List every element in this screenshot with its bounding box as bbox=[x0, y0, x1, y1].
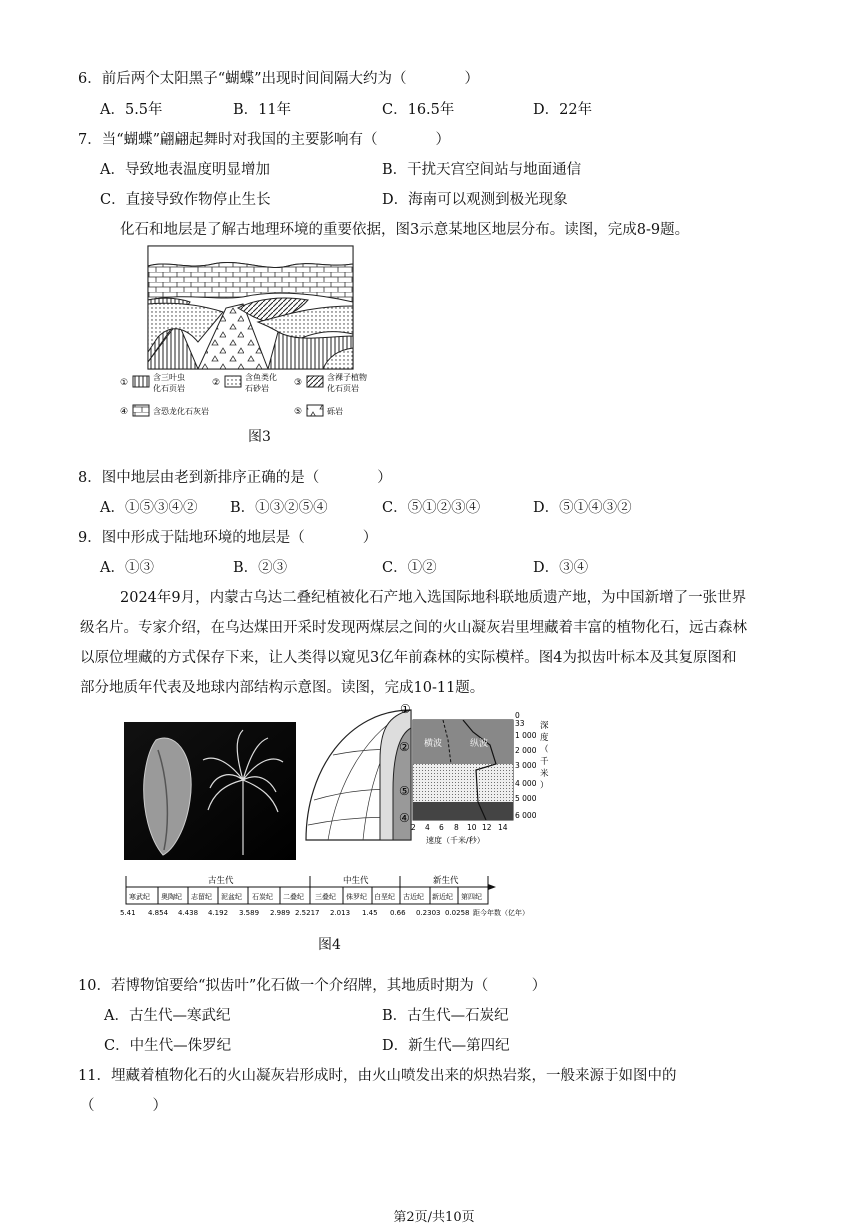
legend-4-num: ④ bbox=[120, 407, 129, 417]
depth-tick-3: 2 000 bbox=[515, 746, 537, 755]
figure-4-caption: 图4 bbox=[318, 937, 341, 953]
depth-label-char-5: 米 bbox=[540, 769, 549, 779]
q10-option-c: C．中生代—侏罗纪 bbox=[104, 1038, 232, 1054]
intro-paragraph-2-line-3: 以原位埋藏的方式保存下来，让人类得以窥见3亿年前森林的实际模样。图4为拟齿叶标本及其复原图和 bbox=[80, 650, 737, 666]
speed-axis-label: 速度（千米/秒） bbox=[426, 836, 485, 845]
q9-stem: 9．图中形成于陆地环境的地层是（ ） bbox=[78, 530, 378, 546]
q9-option-c: C．①② bbox=[382, 560, 437, 576]
q9-option-a: A．①③ bbox=[100, 560, 154, 576]
speed-tick-8: 8 bbox=[454, 823, 459, 832]
period-jurassic: 侏罗纪 bbox=[346, 893, 367, 901]
depth-tick-4: 3 000 bbox=[515, 761, 537, 770]
legend-1-text1: 含三叶虫 bbox=[153, 373, 185, 382]
legend-5-text1: 砾岩 bbox=[327, 407, 343, 416]
figure-3-strata-diagram bbox=[118, 242, 368, 437]
q7-stem: 7．当“蝴蝶”翩翩起舞时对我国的主要影响有（ ） bbox=[78, 132, 451, 148]
q9-option-b: B．②③ bbox=[233, 560, 288, 576]
era-mesozoic: 中生代 bbox=[343, 876, 369, 886]
period-neogene: 新近纪 bbox=[432, 893, 453, 901]
legend-3-num: ③ bbox=[294, 378, 303, 388]
age-4.854: 4.854 bbox=[148, 909, 169, 917]
period-paleogene: 古近纪 bbox=[403, 893, 424, 901]
age-2.5217: 2.5217 bbox=[295, 909, 320, 917]
period-devonian: 泥盆纪 bbox=[221, 893, 242, 901]
depth-tick-2: 1 000 bbox=[515, 731, 537, 740]
intro-paragraph-1: 化石和地层是了解古地理环境的重要依据，图3示意某地区地层分布。读图，完成8-9题。 bbox=[120, 222, 690, 238]
age-5.41: 5.41 bbox=[120, 909, 136, 917]
intro-paragraph-2-line-4: 部分地质年代表及地球内部结构示意图。读图，完成10-11题。 bbox=[80, 680, 485, 696]
q7-option-a: A．导致地表温度明显增加 bbox=[100, 162, 270, 178]
speed-tick-6: 6 bbox=[439, 823, 444, 832]
intro-paragraph-2-line-2: 级名片。专家介绍，在乌达煤田开采时发现两煤层之间的火山凝灰岩里埋藏着丰富的植物化石，远古森林 bbox=[80, 620, 747, 636]
figure-4-fossil-and-earth-structure bbox=[118, 700, 549, 930]
layer-mark-2: ② bbox=[399, 740, 410, 754]
speed-tick-14: 14 bbox=[498, 823, 508, 832]
age-1.45: 1.45 bbox=[362, 909, 378, 917]
age-unit-label: 距今年数（亿年） bbox=[473, 909, 529, 917]
legend-3-text2: 化石页岩 bbox=[327, 384, 359, 393]
speed-tick-2: 2 bbox=[411, 823, 416, 832]
q11-answer-blank: （ ） bbox=[80, 1098, 167, 1114]
age-0.66: 0.66 bbox=[390, 909, 406, 917]
q6-stem: 6．前后两个太阳黑子“蝴蝶”出现时间间隔大约为（ ） bbox=[78, 71, 480, 87]
q8-option-d: D．⑤①④③② bbox=[533, 500, 632, 516]
depth-label-char-3: （ bbox=[540, 745, 549, 755]
q6-option-b: B．11年 bbox=[233, 102, 292, 118]
legend-2-swatch bbox=[225, 376, 241, 387]
period-quaternary: 第四纪 bbox=[461, 893, 482, 901]
s-wave-label: 横波 bbox=[424, 739, 443, 749]
q7-option-d: D．海南可以观测到极光现象 bbox=[382, 192, 568, 208]
q8-stem: 8．图中地层由老到新排序正确的是（ ） bbox=[78, 470, 392, 486]
period-cambrian: 寒武纪 bbox=[129, 893, 150, 901]
period-permian: 二叠纪 bbox=[283, 893, 304, 901]
q7-option-b: B．干扰天宫空间站与地面通信 bbox=[382, 162, 582, 178]
q10-option-a: A．古生代—寒武纪 bbox=[104, 1008, 231, 1024]
q8-option-b: B．①③②⑤④ bbox=[230, 500, 328, 516]
era-cenozoic: 新生代 bbox=[433, 876, 459, 886]
legend-1-swatch bbox=[133, 376, 149, 387]
age-2.013: 2.013 bbox=[330, 909, 351, 917]
depth-tick-1: 33 bbox=[515, 719, 525, 728]
legend-2-num: ② bbox=[212, 378, 221, 388]
age-3.589: 3.589 bbox=[239, 909, 260, 917]
geologic-time-table bbox=[120, 875, 529, 917]
legend-2-text2: 石砂岩 bbox=[245, 384, 269, 393]
age-0.0258: 0.0258 bbox=[445, 909, 470, 917]
period-triassic: 三叠纪 bbox=[315, 893, 336, 901]
period-carboniferous: 石炭纪 bbox=[252, 893, 273, 901]
legend-3-text1: 含裸子植物 bbox=[327, 373, 367, 382]
earth-cutaway bbox=[306, 710, 411, 840]
q11-stem: 11．埋藏着植物化石的火山凝灰岩形成时，由火山喷发出来的炽热岩浆，一般来源于如图中的 bbox=[78, 1068, 677, 1084]
q8-option-a: A．①⑤③④② bbox=[100, 500, 198, 516]
q6-option-d: D．22年 bbox=[533, 102, 593, 118]
layer-mark-1: ① bbox=[400, 702, 411, 716]
q6-option-a: A．5.5年 bbox=[100, 102, 163, 118]
legend-2-text1: 含鱼类化 bbox=[245, 373, 277, 382]
speed-tick-10: 10 bbox=[467, 823, 477, 832]
period-silurian: 志留纪 bbox=[191, 893, 212, 901]
legend-1-num: ① bbox=[120, 378, 129, 388]
layer-mark-3: ⑤ bbox=[399, 784, 410, 798]
q10-stem: 10．若博物馆要给“拟齿叶”化石做一个介绍牌，其地质时期为（ ） bbox=[78, 978, 547, 994]
period-cretaceous: 白垩纪 bbox=[374, 893, 395, 901]
q8-option-c: C．⑤①②③④ bbox=[382, 500, 481, 516]
depth-tick-5: 4 000 bbox=[515, 779, 537, 788]
age-4.438: 4.438 bbox=[178, 909, 199, 917]
depth-tick-6: 5 000 bbox=[515, 794, 537, 803]
depth-label-char-1: 深 bbox=[540, 721, 549, 731]
q7-option-c: C．直接导致作物停止生长 bbox=[100, 192, 271, 208]
layer-mark-4: ④ bbox=[399, 811, 410, 825]
era-paleozoic: 古生代 bbox=[208, 876, 234, 886]
p-wave-label: 纵波 bbox=[470, 739, 489, 749]
depth-label-char-2: 度 bbox=[540, 733, 549, 743]
figure-3-caption: 图3 bbox=[248, 429, 271, 445]
depth-label-char-4: 千 bbox=[540, 757, 549, 767]
q10-option-b: B．古生代—石炭纪 bbox=[382, 1008, 509, 1024]
legend-5-num: ⑤ bbox=[294, 407, 303, 417]
legend-1-text2: 化石页岩 bbox=[153, 384, 185, 393]
age-4.192: 4.192 bbox=[208, 909, 229, 917]
q9-option-d: D．③④ bbox=[533, 560, 589, 576]
q10-option-d: D．新生代—第四纪 bbox=[382, 1038, 510, 1054]
speed-tick-4: 4 bbox=[425, 823, 430, 832]
legend-4-text1: 含恐龙化石灰岩 bbox=[153, 407, 209, 416]
age-0.2303: 0.2303 bbox=[416, 909, 441, 917]
page-footer: 第2页/共10页 bbox=[393, 1210, 475, 1225]
legend-4-swatch bbox=[133, 405, 149, 416]
legend-5-swatch bbox=[307, 405, 323, 416]
depth-label-char-6: ） bbox=[540, 781, 549, 791]
intro-paragraph-2-line-1: 2024年9月，内蒙古乌达二叠纪植被化石产地入选国际地科联地质遗产地，为中国新增了一张世界 bbox=[120, 590, 747, 606]
depth-tick-0: 0 bbox=[515, 711, 520, 720]
speed-tick-12: 12 bbox=[482, 823, 492, 832]
age-2.989: 2.989 bbox=[270, 909, 291, 917]
period-ordovician: 奥陶纪 bbox=[161, 893, 182, 901]
q6-option-c: C．16.5年 bbox=[382, 102, 455, 118]
depth-tick-7: 6 000 bbox=[515, 811, 537, 820]
legend-3-swatch bbox=[307, 376, 323, 387]
